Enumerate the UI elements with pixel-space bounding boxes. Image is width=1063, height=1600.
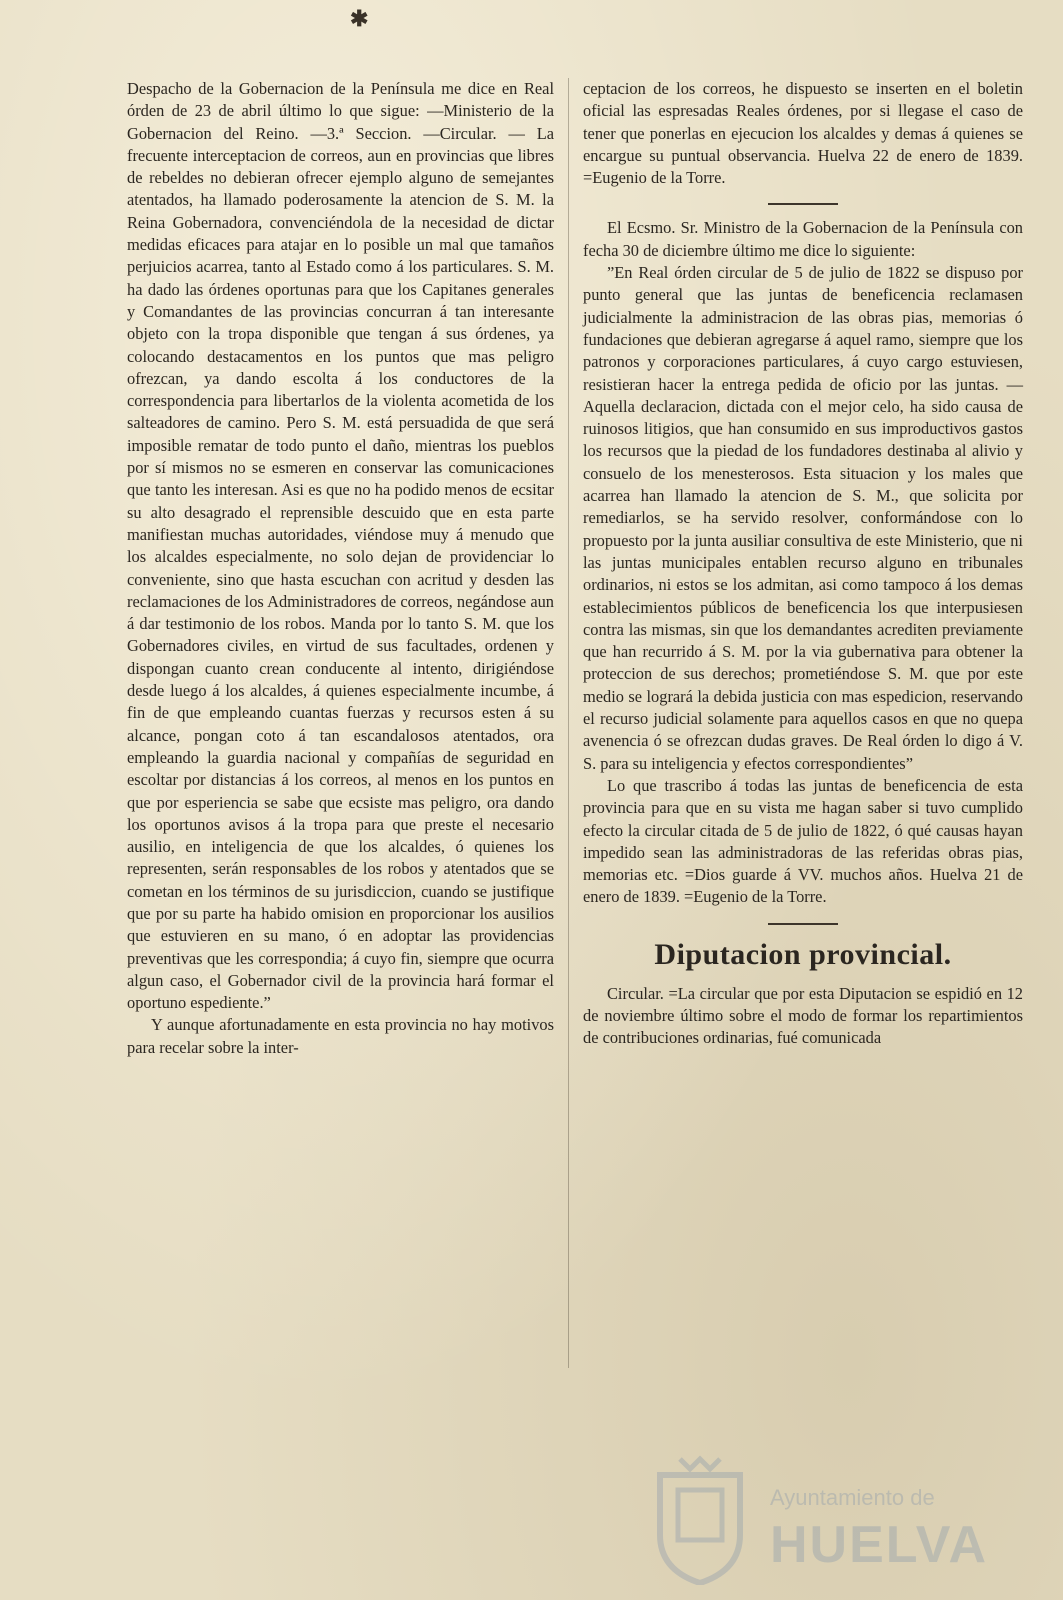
left-column <box>127 78 554 1059</box>
right-paragraph-5: Circular. =La circular que por esta Diputacion se espidió en 12 de noviembre último sobre el modo de formar los repartimientos de contribuciones ordinarias, fué comunicada <box>583 983 1023 1048</box>
watermark-line-2: HUELVA <box>770 1516 989 1574</box>
archive-watermark <box>640 1455 1000 1595</box>
coat-of-arms-icon <box>650 1455 750 1585</box>
right-column <box>583 78 1023 1050</box>
column-divider <box>568 78 569 1368</box>
right-paragraph-2: El Ecsmo. Sr. Ministro de la Gobernacion de la Península con fecha 30 de diciembre último me dice lo siguiente: <box>583 218 1023 260</box>
left-paragraph-2: Y aunque afortunadamente en esta provincia no hay motivos para recelar sobre la inter- <box>127 1015 554 1057</box>
section-separator-2 <box>768 923 838 925</box>
watermark-line-1: Ayuntamiento de <box>770 1485 935 1510</box>
right-paragraph-4: Lo que trascribo á todas las juntas de beneficencia de esta provincia para que en su vista me hagan saber si tuvo cumplido efecto la circular citada de 5 de julio de 1822, ó qué causas hayan impedido sean las administradoras de las referidas obras pias, memorias etc. =Dios guarde á VV. muchos años. Huelva 21 de enero de 1839. =Eugenio de la Torre. <box>583 775 1023 907</box>
section-separator <box>768 203 838 205</box>
section-heading: Diputacion provincial. <box>654 937 952 971</box>
page-ornament-mark: ✱ <box>350 6 369 31</box>
right-paragraph-1: ceptacion de los correos, he dispuesto se inserten en el boletin oficial las espresadas Reales órdenes, por si llegase el caso de tener que ponerlas en ejecucion los alcaldes y demas á quienes se encargue su puntual observancia. Huelva 22 de enero de 1839. =Eugenio de la Torre. <box>583 79 1023 188</box>
right-paragraph-3: ”En Real órden circular de 5 de julio de 1822 se dispuso por punto general que las juntas de beneficencia reclamasen judicialmente la administracion de las obras pias, memorias ó fundaciones que debieran agregarse á aquel ramo, siempre que los patronos y corporaciones particulares, á cuyo cargo estuviesen, resistieran hacer la entrega pedida de oficio por las juntas. —Aquella declaracion, dictada con el mejor celo, ha sido causa de ruinosos litigios, que han consumido en sus improductivos gastos los recursos que la piedad de los fundadores destinaba al alivio y consuelo de los menesterosos. Esta situacion y los males que acarrea han llamado la atencion de S. M., que solicita por remediarlos, se ha servido resolver, conformándose con lo propuesto por la junta ausiliar consultiva de este Ministerio, que ni las juntas municipales entablen recurso alguno en tribunales ordinarios, ni estos se los admitan, asi como tampoco á los demas establecimientos públicos de beneficencia los que interpusiesen contra las mismas, sin que los demandantes acrediten previamente que han recurrido á S. M. por la via gubernativa para obtener la proteccion de sus derechos; prometiéndose S. M. que por este medio se logrará la debida justicia con mas espedicion, reservando el recurso judicial solamente para aquellos casos en que no quepa avenencia ó se ofrezcan dudas graves. De Real órden lo digo á V. S. para su inteligencia y efectos correspondientes” <box>583 263 1023 773</box>
left-paragraph-1: Despacho de la Gobernacion de la Península me dice en Real órden de 23 de abril último lo que sigue: —Ministerio de la Gobernacion del Reino. —3.ª Seccion. —Circular. — La frecuente interceptacion de correos, aun en provincias que libres de rebeldes no debieran ofrecer ejemplo alguno de semejantes atentados, ha llamado poderosamente la atencion de S. M. la Reina Gobernadora, convenciéndola de la necesidad de dictar medidas eficaces para atajar en lo posible un mal que tamaños perjuicios acarrea, tanto al Estado como á los particulares. S. M. ha dado las órdenes oportunas para que los Capitanes generales y Comandantes de las provincias concurran á tan interesante objeto con la tropa disponible que tengan á sus órdenes, ya colocando destacamentos en los puntos que mas peligro ofrezcan, ya dando escolta á los conductores de la correspondencia para libertarlos de la violenta acometida de los salteadores de camino. Pero S. M. está persuadida de que será imposible rematar de todo punto el daño, mientras los pueblos por sí mismos no se esmeren en conservar las comunicaciones que tanto les interesan. Asi es que no ha podido menos de ecsitar su alto desagrado el reprensible descuido que en esta parte manifiestan muchas autoridades, viéndose muy á menudo que los alcaldes especialmente, no solo dejan de providenciar lo conveniente, sino que hasta escuchan con acritud y desden las reclamaciones de los Administradores de correos, negándose aun á dar testimonio de los robos. Manda por lo tanto S. M. que los Gobernadores civiles, en virtud de sus facultades, ordenen y dispongan cuanto crean conducente al intento, dirigiéndose desde luego á los alcaldes, á quienes especialmente incumbe, á fin de que empleando cuantas fuerzas y recursos esten á su alcance, pongan coto á tan escandalosos atentados, ora empleando la guardia nacional y compañías de seguridad en escoltar por distancias á los correos, al menos en los puntos en que por esperiencia se sabe que ecsiste mas peligro, ora dando los oportunos avisos á la tropa para que preste el necesario ausilio, en inteligencia de que los alcaldes, ó quienes los representen, serán responsables de los robos y atentados que se cometan en los términos de su jurisdiccion, cuando se justifique que por su parte ha habido omision en proporcionar los ausilios que estuvieren en su mano, ó en adoptar las providencias preventivas que les correspondia; á cuyo fin, siempre que ocurra algun caso, el Gobernador civil de la provincia hará formar el oportuno espediente.” <box>127 79 554 1013</box>
